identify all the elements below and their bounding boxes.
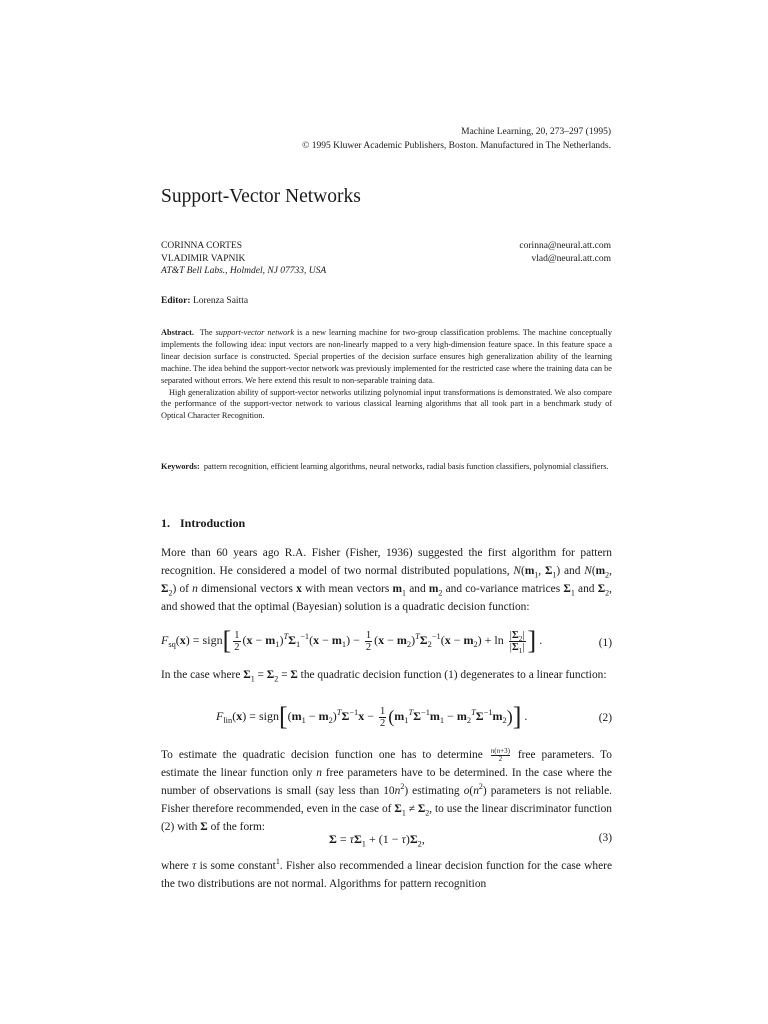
abstract [161,327,612,422]
email-block [519,240,611,265]
section-number: 1. [161,516,170,530]
keywords-text: pattern recognition, efficient learning algorithms, neural networks, radial basis function classifiers, polynomial classifiers. [203,462,609,471]
abstract-paragraph-1: Abstract. The support-vector network is a new learning machine for two-group classification problems. The machine conceptually implements the following idea: input vectors are non-linearly mapped to a very high-dimension feature space. In this feature space a linear decision surface is constructed. Special properties of the decision surface ensures high generalization ability of the learning machine. The idea behind the support-vector network was previously implemented for the restricted case where the training data can be separated without errors. We here extend this result to non-separable training data. [161,328,612,385]
body-paragraph-1: More than 60 years ago R.A. Fisher (Fisher, 1936) suggested the first algorithm for pattern recognition. He considered a model of two normal distributed populations, $N(m_1$, $\Sigma_1$) and $N(m_2$, $\Sigma_2$) of n dimensional vectors x with mean vectors $m_1$ and $m_2$ and co-variance matrices $\Sigma_1$ and $\Sigma_2$, and showed that the optimal (Bayesian) solution is a quadratic decision function: [161,547,612,613]
equation-2-number: (2) [598,712,612,724]
abstract-label: Abstract. [161,328,194,337]
abstract-term: support-vector network [215,328,295,337]
section-heading [161,516,245,531]
editor-line [161,296,248,306]
paper-title: Support-Vector Networks [161,186,361,207]
editor-name: Lorenza Saitta [192,296,249,306]
journal-header [302,125,611,153]
equation-3: $\Sigma = \tau\Sigma_1 + (1 - \tau)\Sigma_2$, (3) [329,832,612,849]
body-paragraph-2: In the case where $\Sigma_1 = \Sigma_2 = \Sigma$ the quadratic decision function (1) degenerates to a linear function: [161,669,607,684]
email-1: corinna@neural.att.com [519,241,611,251]
email-2: vlad@neural.att.com [531,253,611,264]
section-title: Introduction [180,516,246,530]
author-name-2: VLADIMIR VAPNIK [161,253,246,264]
copyright-line: © 1995 Kluwer Academic Publishers, Boston. Manufactured in The Netherlands. [302,141,611,151]
body-paragraph-4: where τ is some constant$^1$. Fisher also recommended a linear decision function for the case where the two distributions are not normal. Algorithms for pattern recognition [161,857,613,890]
equation-3-number: (3) [598,832,612,844]
affiliation: AT&T Bell Labs., Holmdel, NJ 07733, USA [161,266,327,276]
footnote-marker: 1 [275,857,280,867]
keywords [161,461,612,473]
keywords-label: Keywords: [161,462,200,471]
equation-1-number: (1) [598,637,612,649]
author-name-1: CORINNA CORTES [161,241,242,251]
abstract-paragraph-2: High generalization ability of support-vector networks utilizing polynomial input transformations is demonstrated. We also compare the performance of the support-vector network to various classical learning algorithms that all took part in a benchmark study of Optical Character Recognition. [161,387,612,421]
body-paragraph-3: To estimate the quadratic decision function one has to determine $\frac{n(n+3)}{2}$ free parameters. To estimate the linear function only n free parameters have to be determined. In the case where the number of observations is small (say less than $10n^2$) estimating $o(n^2)$ parameters is not reliable. Fisher therefore recommended, even in the case of $\Sigma_1 \ne \Sigma_2$, to use the linear discriminator function (2) with Σ of the form: [161,746,613,833]
author-block [161,240,326,278]
equation-2: $F_{lin}(x)$ = $sign[(m_1 - m_2)^T\Sigma^{-1}x$ − $\frac{1}{2}$ $(m_1^T\Sigma^{-1}m_1 - m_2^T\Sigma^{-1}m_2)$] . (2) [216,702,612,731]
equation-1: $F_{sq}(x)$ = sign[ $\frac{1}{2}$ $(x - m_1)^T\Sigma_1^{-1}(x - m_1)$ − $\frac{1}{2}$ $(x - m_2)^T\Sigma_2^{-1}(x - m_2) + \ln$ $\frac{|\Sigma_2|}{|\Sigma_1|}$ ] . (1) [161,626,612,655]
editor-label: Editor: [161,296,191,306]
journal-citation: Machine Learning, 20, 273–297 (1995) [461,127,611,137]
